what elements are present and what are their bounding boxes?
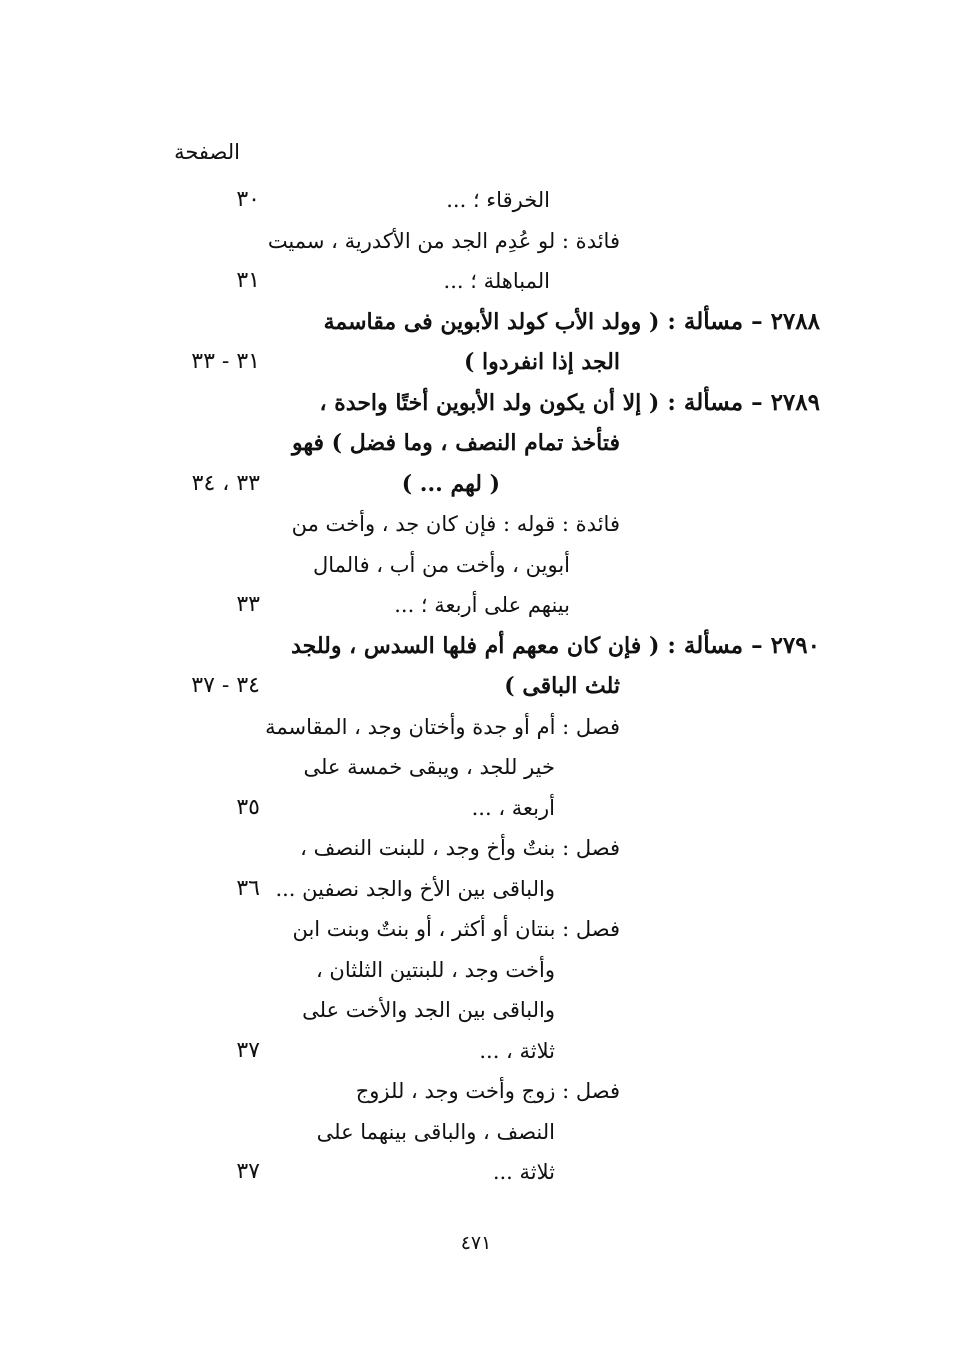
entry-text: النصف ، والباقى بينهما على (316, 1119, 555, 1144)
page-ref: ٣٣ (236, 592, 260, 617)
index-line (140, 545, 820, 585)
entry-text: المباهلة ؛ ... (443, 269, 550, 293)
issue-label: مسألة : (659, 631, 744, 659)
entry-text: الخرقاء ؛ ... (446, 188, 550, 212)
page-ref: ٣٥ (236, 794, 260, 820)
dash-separator: – (743, 631, 771, 659)
issue-text: ( وولد الأب كولد الأبوين فى مقاسمة (323, 308, 660, 335)
entry-text: بينهم على أربعة ؛ ... (394, 593, 570, 617)
entry-text: ثلاثة ... (492, 1160, 555, 1184)
page-ref: ٣٠ (236, 187, 260, 212)
index-line (140, 626, 820, 666)
issue-number: ٢٧٨٩ (770, 388, 820, 416)
entry-text: والباقى بين الأخ والجد نصفين ... (275, 876, 555, 901)
index-line (140, 1152, 820, 1192)
dash-separator: – (743, 388, 771, 416)
entry-text: أبوين ، وأخت من أب ، فالمال (312, 552, 570, 577)
index-line (140, 504, 820, 544)
issue-entry (324, 302, 820, 342)
index-line (140, 788, 820, 828)
index-line (140, 707, 820, 747)
issue-label: مسألة : (659, 307, 744, 335)
page-ref: ٣٣ ، ٣٤ (191, 470, 260, 496)
entry-text: ثلاثة ، ... (479, 1038, 555, 1063)
index-line (140, 666, 820, 706)
index-line (140, 302, 820, 342)
page-ref: ٣٧ (236, 1037, 260, 1063)
index-line (140, 1031, 820, 1071)
entry-text: فصل : زوج وأخت وجد ، للزوج (355, 1079, 620, 1103)
page-number: ٤٧١ (460, 1232, 492, 1254)
issue-text: ( فإن كان معهم أم فلها السدس ، وللجد (291, 632, 660, 659)
index-line (140, 950, 820, 990)
index-line (140, 261, 820, 301)
index-line (140, 1071, 820, 1111)
entry-text: فصل : بنتان أو أكثر ، أو بنتٌ وبنت ابن (292, 917, 620, 941)
index-line (140, 423, 820, 463)
issue-entry (319, 383, 820, 423)
entry-text: فائدة : لو عُدِم الجد من الأكدرية ، سميت (267, 228, 620, 253)
entry-text: ( لهم ... ) (401, 470, 500, 497)
index-line (140, 342, 820, 382)
issue-entry (291, 626, 820, 666)
page-ref: ٣١ - ٣٣ (191, 349, 260, 374)
entry-text: ثلث الباقى ) (504, 673, 620, 699)
index-line (140, 990, 820, 1030)
entry-text: والباقى بين الجد والأخت على (302, 998, 555, 1022)
index-line (140, 747, 820, 787)
entry-text: فائدة : قوله : فإن كان جد ، وأخت من (291, 512, 620, 536)
index-line (140, 383, 820, 423)
index-line (140, 869, 820, 909)
entry-text: الجد إذا انفردوا ) (463, 349, 620, 375)
entry-text: فصل : بنتٌ وأخ وجد ، للبنت النصف ، (300, 836, 620, 860)
issue-number: ٢٧٩٠ (770, 631, 820, 659)
dash-separator: – (743, 307, 771, 335)
index-line (140, 221, 820, 261)
page-ref: ٣١ (236, 268, 260, 293)
index-line (140, 1112, 820, 1152)
index-line (140, 464, 820, 504)
entry-text: فتأخذ تمام النصف ، وما فضل ) فهو (292, 430, 620, 456)
entry-text: وأخت وجد ، للبنتين الثلثان ، (315, 957, 555, 982)
index-line (140, 180, 820, 220)
entry-text: فصل : أم أو جدة وأختان وجد ، المقاسمة (265, 714, 620, 739)
index-line (140, 828, 820, 868)
column-header-page: الصفحة (174, 140, 240, 164)
page-ref: ٣٧ (236, 1159, 260, 1184)
entry-text: أربعة ، ... (471, 795, 555, 820)
issue-text: ( إلا أن يكون ولد الأبوين أختًا واحدة ، (319, 389, 660, 416)
issue-number: ٢٧٨٨ (770, 307, 820, 335)
index-line (140, 909, 820, 949)
page-ref: ٣٤ - ٣٧ (191, 673, 260, 698)
page-ref: ٣٦ (236, 875, 260, 901)
issue-label: مسألة : (659, 388, 744, 416)
entry-text: خير للجد ، ويبقى خمسة على (303, 755, 555, 779)
index-line (140, 585, 820, 625)
